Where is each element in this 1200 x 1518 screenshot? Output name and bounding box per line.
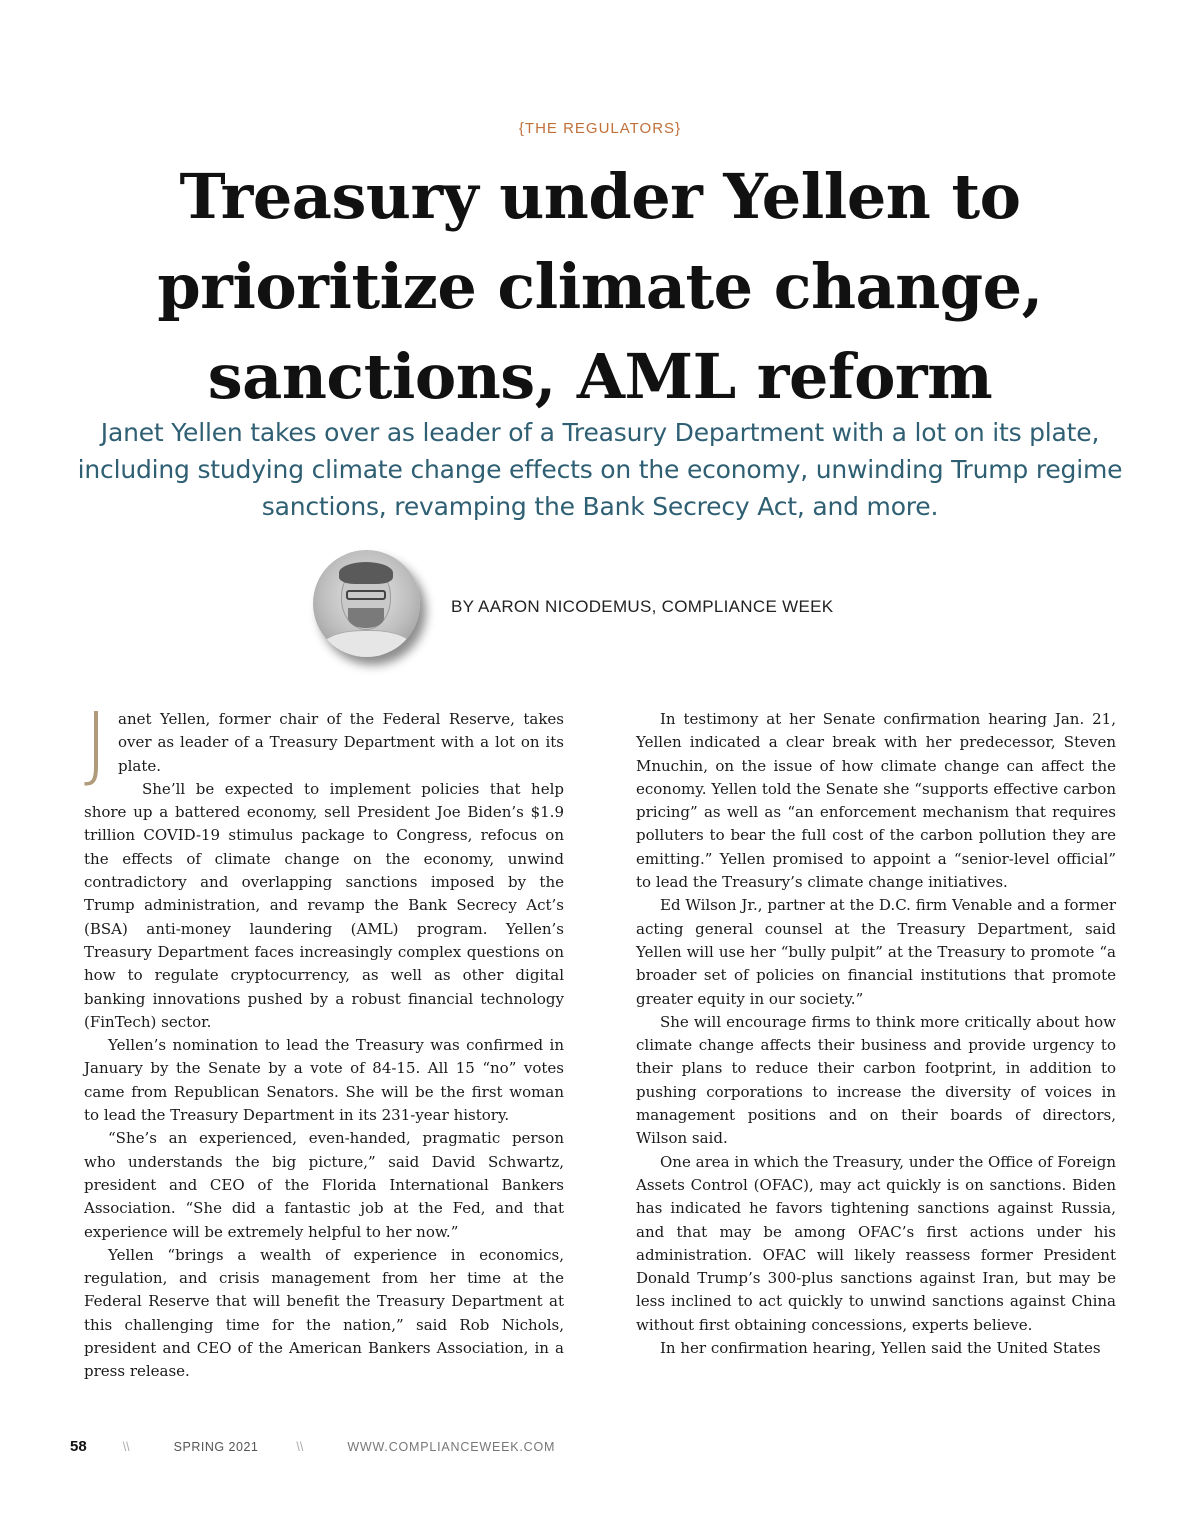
footer-separator: \\ (122, 1440, 130, 1454)
paragraph: In testimony at her Senate confirmation hearing Jan. 21, Yellen indicated a clear break with her predecessor, Steven Mnuchin, on the issue of how climate change can affect the economy. Yellen told the Senate she “supports effective carbon pricing” as well as “an enforcement mechanism that requires polluters to bear the full cost of the carbon pollution they are emitting.” Yellen promised to appoint a “senior-level official” to lead the Treasury’s climate change initiatives. (636, 710, 1116, 892)
article-column-right (636, 708, 1116, 1360)
avatar-glasses (346, 590, 386, 600)
author-avatar (313, 550, 420, 657)
paragraph: Ed Wilson Jr., partner at the D.C. firm Venable and a former acting general counsel at the Treasury Department, said Yellen will use her “bully pulpit” at the Treasury to promote “a broader set of policies on financial institutions that promote greater equity in our society.” (636, 896, 1116, 1008)
section-tag: {THE REGULATORS} (518, 120, 682, 137)
paragraph: Yellen’s nomination to lead the Treasury was confirmed in January by the Senate by a vote of 84-15. All 15 “no” votes came from Republican Senators. She will be the first woman to lead the Treasury Department in its 231-year history. (84, 1036, 564, 1125)
avatar-shirt (321, 630, 413, 657)
issue-label: SPRING 2021 (173, 1440, 259, 1454)
paragraph: In her confirmation hearing, Yellen said the United States (660, 1339, 1101, 1358)
article-dek: Janet Yellen takes over as leader of a Treasury Department with a lot on its plate, including studying climate change effects on the economy, unwinding Trump regime sanctions, revamping the Bank Secrecy Act, and more. (77, 418, 1123, 521)
drop-cap: J (84, 696, 109, 791)
paragraph (84, 696, 564, 791)
paragraph: One area in which the Treasury, under the Office of Foreign Assets Control (OFAC), may act quickly is on sanctions. Biden has indicated he favors tightening sanctions against Russia, and that may be among OFAC’s first actions under his administration. OFAC will likely reassess former President Donald Trump’s 300-plus sanctions against Iran, but may be less inclined to act quickly to unwind sanctions against China without first obtaining concessions, experts believe. (636, 1152, 1116, 1334)
headline: Treasury under Yellen to prioritize climate change, sanctions, AML reform (157, 160, 1043, 413)
avatar-hair (339, 562, 393, 584)
website-link[interactable]: WWW.COMPLIANCEWEEK.COM (347, 1440, 556, 1454)
byline: BY AARON NICODEMUS, COMPLIANCE WEEK (451, 597, 834, 616)
page-number: 58 (70, 1438, 87, 1455)
footer-separator: \\ (296, 1440, 304, 1454)
paragraph: She’ll be expected to implement policies that help shore up a battered economy, sell President Joe Biden’s $1.9 trillion COVID-19 stimulus package to Congress, refocus on the effects of climate change on the economy, unwind contradictory and overlapping sanctions imposed by the Trump administration, and revamp the Bank Secrecy Act’s (BSA) anti-money laundering (AML) program. Yellen’s Treasury Department faces increasingly complex questions on how to regulate cryptocurrency, as well as other digital banking innovations pushed by a robust financial technology (FinTech) sector. (84, 779, 564, 1031)
paragraph-text: anet Yellen, former chair of the Federal Reserve, takes over as leader of a Treasury Department with a lot on its plate. (118, 710, 564, 775)
paragraph: Yellen “brings a wealth of experience in economics, regulation, and crisis management from her time at the Federal Reserve that will benefit the Treasury Department at this challenging time for the nation,” said Rob Nichols, president and CEO of the American Bankers Association, in a press release. (84, 1245, 564, 1381)
page-footer (70, 1438, 555, 1455)
paragraph: “She’s an experienced, even-handed, pragmatic person who understands the big picture,” said David Schwartz, president and CEO of the Florida International Bankers Association. “She did a fantastic job at the Fed, and that experience will be extremely helpful to her now.” (84, 1129, 564, 1241)
avatar-beard (348, 608, 384, 628)
paragraph: She will encourage firms to think more critically about how climate change affects their business and provide urgency to their plans to reduce their carbon footprint, in addition to pushing corporations to increase the diversity of voices in management positions and on their boards of directors, Wilson said. (636, 1012, 1116, 1148)
article-column-left (84, 696, 564, 1384)
